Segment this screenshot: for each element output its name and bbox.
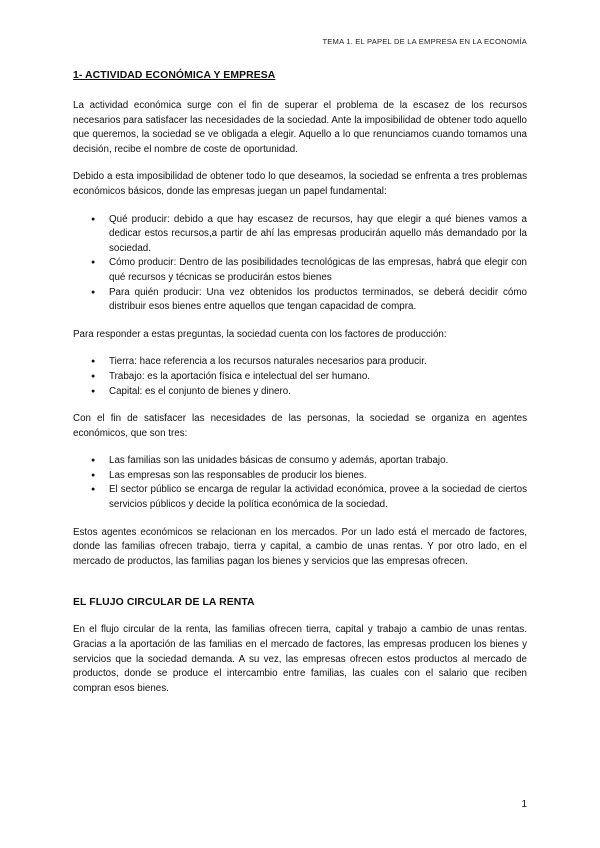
list-item: ● Para quién producir: Una vez obtenidos los productos terminados, se deberá decidir cómo distribuir esos bienes entre aquellos que tengan capacidad de compra. — [109, 286, 527, 315]
list-item: ● Las familias son las unidades básicas de consumo y además, aportan trabajo. — [109, 454, 527, 469]
list-item: ● El sector público se encarga de regular la actividad económica, provee a la sociedad de ciertos servicios públicos y decide la política económica de la sociedad. — [109, 483, 527, 512]
list-item: ● Cómo producir: Dentro de las posibilidades tecnológicas de las empresas, habrá que elegir con qué recursos y técnicas se producirán estos bienes — [109, 256, 527, 285]
agents-list — [73, 454, 527, 512]
list-item: ● Tierra: hace referencia a los recursos naturales necesarios para producir. — [109, 355, 527, 370]
factors-list — [73, 355, 527, 399]
paragraph-factores-intro: Para responder a estas preguntas, la sociedad cuenta con los factores de producción: — [73, 328, 447, 340]
problems-list — [73, 213, 527, 315]
paragraph-agentes-intro: Con el fin de satisfacer las necesidades de las personas, la sociedad se organiza en agentes económicos, que son tres: — [73, 413, 527, 439]
running-header: TEMA 1. EL PAPEL DE LA EMPRESA EN LA ECONOMÍA — [322, 37, 527, 46]
section-heading-flujo: EL FLUJO CIRCULAR DE LA RENTA — [73, 597, 255, 609]
list-item: ● Trabajo: es la aportación física e intelectual del ser humano. — [109, 370, 527, 385]
list-item: ● Qué producir: debido a que hay escasez de recursos, hay que elegir a qué bienes vamos a dedicar estos recursos,a partir de ahí las empresas producirán aquello más demandado por la sociedad. — [109, 213, 527, 257]
paragraph-escasez: La actividad económica surge con el fin de superar el problema de la escasez de los recursos necesarios para satisfacer las necesidades de la sociedad. Ante la imposibilidad de obtener todo aquello que queremos, la sociedad se ve obligada a elegir. Aquello a lo que renunciamos cuando tomamos una decisión, recibe el nombre de coste de oportunidad. — [73, 100, 527, 155]
section-heading-actividad: 1- ACTIVIDAD ECONÓMICA Y EMPRESA — [73, 70, 276, 81]
list-item: ● Capital: es el conjunto de bienes y dinero. — [109, 385, 527, 400]
document-body — [73, 70, 527, 709]
paragraph-problemas-intro: Debido a esta imposibilidad de obtener todo lo que deseamos, la sociedad se enfrenta a tres problemas económicos básicos, donde las empresas juegan un papel fundamental: — [73, 171, 527, 197]
paragraph-mercados: Estos agentes económicos se relacionan en los mercados. Por un lado está el mercado de factores, donde las familias ofrecen trabajo, tierra y capital, a cambio de unas rentas. Y por otro lado, en el mercado de productos, las familias pagan los bienes y servicios que las empresas ofrecen. — [73, 526, 527, 567]
paragraph-flujo-circular: En el flujo circular de la renta, las familias ofrecen tierra, capital y trabajo a cambio de unas rentas. Gracias a la aportación de las familias en el mercado de factores, las empresas producen los bienes y servicios que la sociedad demanda. A su vez, las empresas ofrecen estos productos al mercado de productos, donde se produce el intercambio entre familias, las cuales con el salario que reciben compran esos bienes. — [73, 624, 527, 694]
page-number: 1 — [521, 799, 527, 810]
list-item: ● Las empresas son las responsables de producir los bienes. — [109, 469, 527, 484]
